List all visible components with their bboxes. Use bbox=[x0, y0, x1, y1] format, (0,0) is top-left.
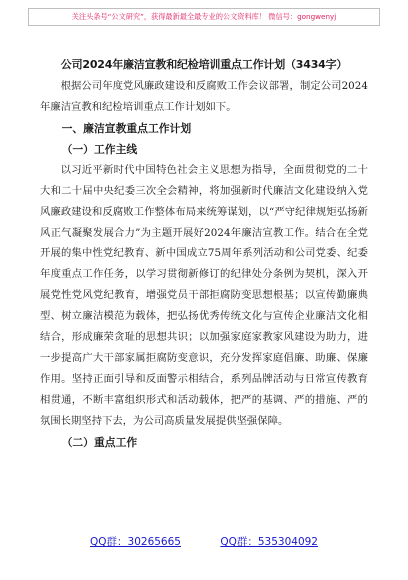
main-line-paragraph: 以习近平新时代中国特色社会主义思想为指导，全面贯彻党的二十大和二十届中央纪委三次全会精神，将加强新时代廉洁文化建设纳入党风廉政建设和反腐败工作整体布局来统筹谋划，以“严守纪律规矩弘扬新风正气凝聚发展合力”为主题开展好2024年廉洁宣教工作。结合在全党开展的集中性党纪教育、新中国成立75周年系列活动和公司党委、纪委年度重点工作任务，以学习贯彻新修订的纪律处分条例为契机，深入开展党性党风党纪教育，增强党员干部拒腐防变思想根基；以宣传勤廉典型、树立廉洁模范为载体，把弘扬优秀传统文化与宣传企业廉洁文化相结合，形成廉荣贪耻的思想共识；以加强家庭家教家风建设为助力，进一步提高广大干部家属拒腐防变意识，充分发挥家庭倡廉、助廉、保廉作用。坚持正面引导和反面警示相结合，系列品牌活动与日常宣传教育相贯通，不断丰富组织形式和活动载体，把严的基调、严的措施、严的氛围长期坚持下去，为公司高质量发展提供坚强保障。 bbox=[40, 163, 368, 427]
promo-banner: 关注头条号“公文研究”，获得最新最全最专业的公文资料库！ 微信号：gongwenyj bbox=[28, 8, 380, 26]
intro-paragraph: 根据公司年度党风廉政建设和反腐败工作会议部署，制定公司2024年廉洁宣教和纪检培训重点工作计划如下。 bbox=[40, 80, 368, 113]
section-heading: 一、廉洁宣教重点工作计划 bbox=[61, 121, 192, 135]
subsection-heading-key-work: （二）重点工作 bbox=[61, 435, 138, 449]
qq-group-link-2[interactable]: QQ群：535304092 bbox=[220, 536, 318, 548]
document-title: 公司2024年廉洁宣教和纪检培训重点工作计划（3434字） bbox=[60, 58, 348, 71]
footer bbox=[0, 534, 408, 549]
document-body bbox=[40, 76, 368, 453]
subsection-heading-main-line: （一）工作主线 bbox=[61, 142, 138, 156]
qq-group-link-1[interactable]: QQ群：30265665 bbox=[90, 536, 181, 548]
